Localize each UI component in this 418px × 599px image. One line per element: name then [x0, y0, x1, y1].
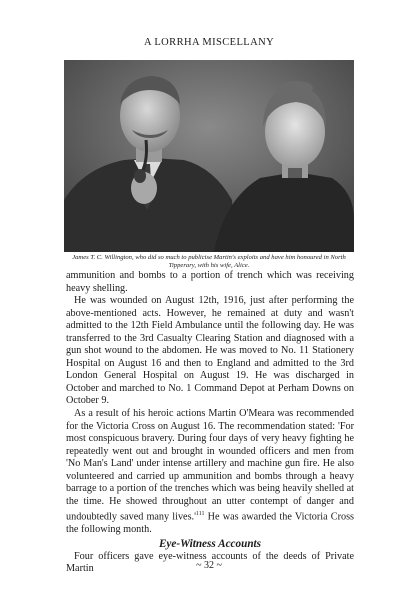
paragraph-3-tail: He was awarded the Victoria Cross the following month.: [66, 511, 354, 536]
photo-illustration: [64, 60, 354, 252]
body-text: [66, 270, 354, 576]
portrait-photo: [64, 60, 354, 252]
section-heading: Eye-Witness Accounts: [158, 537, 262, 550]
footnote-marker: 111: [195, 511, 205, 518]
paragraph-4: Four officers gave eye-witness accounts of the deeds of Private Martin: [66, 550, 354, 575]
paragraph-1: ammunition and bombs to a portion of trench which was receiving heavy shelling.: [66, 270, 354, 294]
paragraph-3-text: As a result of his heroic actions Martin O'Meara was recommended for the Victoria Cross on August 16. The recommendation stated: 'For most conspicuous bravery. During four days of very heavy fighting he repeatedly went out and brought in wounded officers and men from 'No Man's Land' under intense artillery and machine gun fire. He also volunteered and carried up ammunition and bombs through a heavy barrage to a portion of the trenches which was being heavily shelled at the time. He showed throughout an utter contempt of danger and undoubtedly saved many lives.': [66, 408, 354, 523]
paragraph-3: [66, 408, 354, 537]
page-number: ~ 32 ~: [196, 560, 222, 571]
paragraph-2: He was wounded on August 12th, 1916, just after performing the above-mentioned acts. However, he remained at duty and wasn't admitted to the 12th Field Ambulance until the following day. He was transferred to the 3rd Casualty Clearing Station and diagnosed with a gun shot wound to the abdomen. He was moved to No. 11 Stationery Hospital on August 16 and then to England and admitted to the 3rd London General Hospital on August 19. He was discharged in October and marched to No. 1 Command Depot at Perham Downs on October 9.: [66, 295, 354, 407]
photo-caption: James T. C. Willington, who did so much to publicise Martin's exploits and have him honoured in North Tipperary, with his wife, Alice.: [72, 254, 346, 270]
running-head: A LORRHA MISCELLANY: [143, 37, 275, 48]
